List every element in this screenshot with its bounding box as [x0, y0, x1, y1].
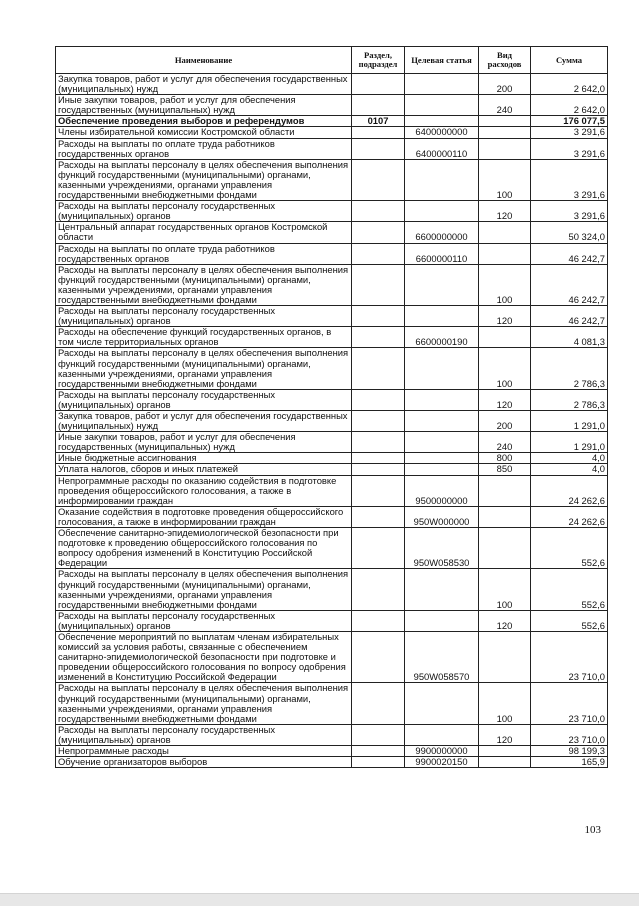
- row-section: [352, 243, 405, 264]
- row-amount: 23 710,0: [531, 683, 608, 724]
- row-expense-kind: [479, 327, 531, 348]
- row-expense-kind: 800: [479, 453, 531, 464]
- row-target-article: 9900000000: [405, 746, 479, 757]
- row-target-article: 6400000110: [405, 138, 479, 159]
- row-target-article: 9900020150: [405, 757, 479, 768]
- row-name: Расходы на выплаты персоналу в целях обеспечения выполнения функций государственными (муниципальными) органами, казенными учреждениями, органами управления государственными внебюджетными фондами: [56, 348, 352, 389]
- row-name: Расходы на выплаты персоналу государственных (муниципальных) органов: [56, 724, 352, 745]
- header-section: Раздел, подраздел: [352, 47, 405, 74]
- row-target-article: 6600000000: [405, 222, 479, 243]
- row-amount: 23 710,0: [531, 631, 608, 682]
- row-target-article: 6400000000: [405, 127, 479, 138]
- row-expense-kind: [479, 127, 531, 138]
- row-expense-kind: 200: [479, 411, 531, 432]
- row-amount: 4,0: [531, 464, 608, 475]
- row-name: Обеспечение санитарно-эпидемиологической безопасности при подготовке к проведению общероссийского голосования по вопросу одобрения изменений в Конституцию Российской Федерации: [56, 528, 352, 569]
- table-row: [56, 138, 608, 159]
- row-name: Расходы на выплаты персоналу в целях обеспечения выполнения функций государственными (муниципальными) органами, казенными учреждениями, органами управления государственными внебюджетными фондами: [56, 264, 352, 305]
- table-row: [56, 453, 608, 464]
- row-name: Расходы на выплаты персоналу государственных (муниципальных) органов: [56, 389, 352, 410]
- row-expense-kind: 120: [479, 201, 531, 222]
- table-row: [56, 757, 608, 768]
- table-header-row: [56, 47, 608, 74]
- row-section: [352, 74, 405, 95]
- table-row: [56, 631, 608, 682]
- row-name: Расходы на выплаты персоналу в целях обеспечения выполнения функций государственными (муниципальными) органами, казенными учреждениями, органами управления государственными внебюджетными фондами: [56, 569, 352, 610]
- row-target-article: [405, 683, 479, 724]
- table-row: [56, 201, 608, 222]
- row-expense-kind: [479, 631, 531, 682]
- row-target-article: [405, 724, 479, 745]
- row-name: Обеспечение проведения выборов и референдумов: [56, 116, 352, 127]
- row-amount: 2 642,0: [531, 74, 608, 95]
- table-row: [56, 74, 608, 95]
- row-name: Расходы на выплаты по оплате труда работников государственных органов: [56, 243, 352, 264]
- row-expense-kind: 850: [479, 464, 531, 475]
- row-section: [352, 306, 405, 327]
- row-target-article: [405, 159, 479, 200]
- row-expense-kind: [479, 746, 531, 757]
- table-row: [56, 464, 608, 475]
- table-row: [56, 159, 608, 200]
- table-row: [56, 724, 608, 745]
- row-amount: 4,0: [531, 453, 608, 464]
- row-target-article: 950W058570: [405, 631, 479, 682]
- row-expense-kind: 120: [479, 306, 531, 327]
- table-row: [56, 506, 608, 527]
- row-amount: 552,6: [531, 528, 608, 569]
- row-name: Иные бюджетные ассигнования: [56, 453, 352, 464]
- row-section: [352, 724, 405, 745]
- row-section: [352, 569, 405, 610]
- row-target-article: 950W000000: [405, 506, 479, 527]
- row-expense-kind: 200: [479, 74, 531, 95]
- table-row: [56, 348, 608, 389]
- row-amount: 24 262,6: [531, 506, 608, 527]
- row-target-article: [405, 389, 479, 410]
- row-name: Расходы на выплаты персоналу в целях обеспечения выполнения функций государственными (муниципальными) органами, казенными учреждениями, органами управления государственными внебюджетными фондами: [56, 159, 352, 200]
- row-name: Расходы на обеспечение функций государственных органов, в том числе территориальных органов: [56, 327, 352, 348]
- table-row: [56, 746, 608, 757]
- row-expense-kind: 120: [479, 724, 531, 745]
- row-amount: 3 291,6: [531, 138, 608, 159]
- row-target-article: 6600000110: [405, 243, 479, 264]
- row-name: Иные закупки товаров, работ и услуг для обеспечения государственных (муниципальных) нужд: [56, 95, 352, 116]
- row-section: [352, 127, 405, 138]
- row-target-article: [405, 432, 479, 453]
- row-amount: 165,9: [531, 757, 608, 768]
- row-section: [352, 757, 405, 768]
- row-target-article: [405, 116, 479, 127]
- header-amount: Сумма: [531, 47, 608, 74]
- row-expense-kind: 100: [479, 264, 531, 305]
- row-name: Уплата налогов, сборов и иных платежей: [56, 464, 352, 475]
- row-expense-kind: [479, 138, 531, 159]
- scan-footer-strip: [0, 893, 639, 906]
- row-expense-kind: 120: [479, 389, 531, 410]
- row-amount: 2 786,3: [531, 389, 608, 410]
- row-section: [352, 159, 405, 200]
- row-target-article: [405, 453, 479, 464]
- row-section: [352, 453, 405, 464]
- row-section: 0107: [352, 116, 405, 127]
- row-target-article: [405, 264, 479, 305]
- table-row: [56, 683, 608, 724]
- row-expense-kind: [479, 243, 531, 264]
- row-section: [352, 138, 405, 159]
- row-expense-kind: [479, 506, 531, 527]
- row-target-article: [405, 411, 479, 432]
- row-amount: 3 291,6: [531, 201, 608, 222]
- row-amount: 23 710,0: [531, 724, 608, 745]
- table-row: [56, 95, 608, 116]
- row-name: Расходы на выплаты персоналу государственных (муниципальных) органов: [56, 306, 352, 327]
- row-expense-kind: 100: [479, 348, 531, 389]
- row-amount: 552,6: [531, 569, 608, 610]
- table-row: [56, 610, 608, 631]
- table-row: [56, 411, 608, 432]
- row-section: [352, 389, 405, 410]
- row-amount: 552,6: [531, 610, 608, 631]
- row-expense-kind: [479, 475, 531, 506]
- table-row: [56, 306, 608, 327]
- row-section: [352, 528, 405, 569]
- row-name: Непрограммные расходы: [56, 746, 352, 757]
- row-section: [352, 631, 405, 682]
- row-name: Расходы на выплаты персоналу государственных (муниципальных) органов: [56, 610, 352, 631]
- row-target-article: [405, 201, 479, 222]
- header-name: Наименование: [56, 47, 352, 74]
- row-expense-kind: [479, 528, 531, 569]
- row-target-article: [405, 569, 479, 610]
- table-row: [56, 127, 608, 138]
- row-section: [352, 201, 405, 222]
- row-target-article: [405, 306, 479, 327]
- row-name: Обеспечение мероприятий по выплатам членам избирательных комиссий за условия работы, связанные с обеспечением санитарно-эпидемиологической безопасности при подготовке и проведении общероссийского голосования по вопросу одобрения изменений в Конституцию Российской Федерации: [56, 631, 352, 682]
- row-name: Члены избирательной комиссии Костромской области: [56, 127, 352, 138]
- row-amount: 1 291,0: [531, 411, 608, 432]
- table-row: [56, 389, 608, 410]
- header-target-article: Целевая статья: [405, 47, 479, 74]
- row-section: [352, 95, 405, 116]
- row-name: Обучение организаторов выборов: [56, 757, 352, 768]
- row-section: [352, 348, 405, 389]
- page-number: 103: [584, 824, 601, 836]
- row-target-article: [405, 74, 479, 95]
- row-name: Иные закупки товаров, работ и услуг для обеспечения государственных (муниципальных) нужд: [56, 432, 352, 453]
- table-row: [56, 432, 608, 453]
- row-section: [352, 506, 405, 527]
- row-name: Расходы на выплаты персоналу в целях обеспечения выполнения функций государственными (муниципальными) органами, казенными учреждениями, органами управления государственными внебюджетными фондами: [56, 683, 352, 724]
- header-expense-kind: Вид расходов: [479, 47, 531, 74]
- table-row: [56, 264, 608, 305]
- table-row: [56, 528, 608, 569]
- row-expense-kind: 100: [479, 683, 531, 724]
- row-section: [352, 432, 405, 453]
- row-amount: 46 242,7: [531, 306, 608, 327]
- row-amount: 24 262,6: [531, 475, 608, 506]
- row-amount: 4 081,3: [531, 327, 608, 348]
- row-amount: 46 242,7: [531, 243, 608, 264]
- row-expense-kind: 240: [479, 95, 531, 116]
- table-row: [56, 116, 608, 127]
- row-amount: 3 291,6: [531, 127, 608, 138]
- row-amount: 1 291,0: [531, 432, 608, 453]
- row-name: Расходы на выплаты по оплате труда работников государственных органов: [56, 138, 352, 159]
- row-target-article: [405, 610, 479, 631]
- table-row: [56, 243, 608, 264]
- row-name: Оказание содействия в подготовке проведения общероссийского голосования, а также в информировании граждан: [56, 506, 352, 527]
- row-target-article: [405, 95, 479, 116]
- budget-expenditure-table: [55, 46, 608, 768]
- row-section: [352, 475, 405, 506]
- row-section: [352, 264, 405, 305]
- row-name: Центральный аппарат государственных органов Костромской области: [56, 222, 352, 243]
- table-row: [56, 569, 608, 610]
- row-expense-kind: 100: [479, 159, 531, 200]
- table-row: [56, 475, 608, 506]
- row-name: Закупка товаров, работ и услуг для обеспечения государственных (муниципальных) нужд: [56, 411, 352, 432]
- row-amount: 50 324,0: [531, 222, 608, 243]
- row-amount: 3 291,6: [531, 159, 608, 200]
- row-expense-kind: 100: [479, 569, 531, 610]
- row-expense-kind: [479, 757, 531, 768]
- row-section: [352, 411, 405, 432]
- row-amount: 176 077,5: [531, 116, 608, 127]
- row-name: Закупка товаров, работ и услуг для обеспечения государственных (муниципальных) нужд: [56, 74, 352, 95]
- row-target-article: 950W058530: [405, 528, 479, 569]
- row-expense-kind: 120: [479, 610, 531, 631]
- row-target-article: 6600000190: [405, 327, 479, 348]
- row-amount: 2 642,0: [531, 95, 608, 116]
- row-target-article: 9500000000: [405, 475, 479, 506]
- row-section: [352, 610, 405, 631]
- row-name: Непрограммные расходы по оказанию содействия в подготовке проведения общероссийского голосования, а также в информировании граждан: [56, 475, 352, 506]
- row-amount: 98 199,3: [531, 746, 608, 757]
- row-name: Расходы на выплаты персоналу государственных (муниципальных) органов: [56, 201, 352, 222]
- row-expense-kind: [479, 116, 531, 127]
- row-amount: 46 242,7: [531, 264, 608, 305]
- row-target-article: [405, 464, 479, 475]
- row-amount: 2 786,3: [531, 348, 608, 389]
- row-section: [352, 327, 405, 348]
- row-expense-kind: [479, 222, 531, 243]
- row-expense-kind: 240: [479, 432, 531, 453]
- row-section: [352, 683, 405, 724]
- row-target-article: [405, 348, 479, 389]
- row-section: [352, 746, 405, 757]
- row-section: [352, 464, 405, 475]
- row-section: [352, 222, 405, 243]
- table-row: [56, 222, 608, 243]
- table-row: [56, 327, 608, 348]
